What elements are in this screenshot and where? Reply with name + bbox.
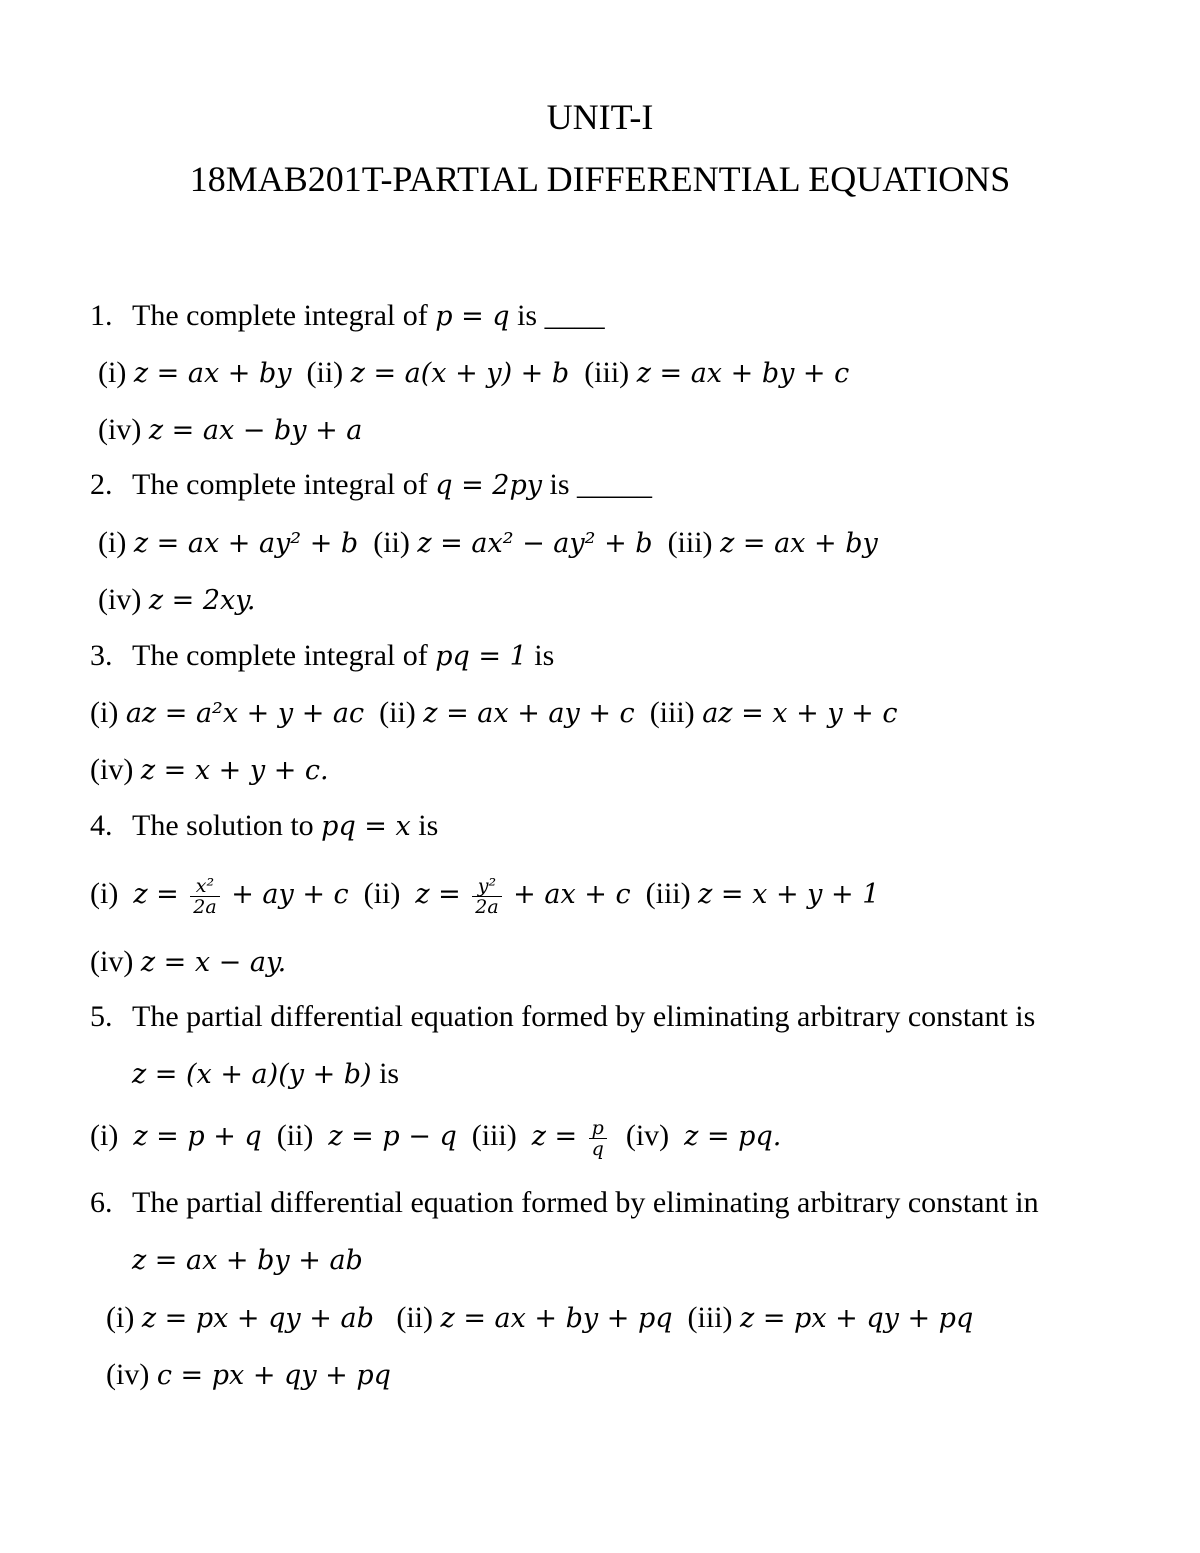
option-2: z = ax + ay + c (423, 698, 635, 729)
math-expression: pq = x (321, 811, 411, 842)
option-3: z = ax + by (720, 528, 878, 559)
option-3: z = x + y + 1 (698, 879, 880, 910)
question-2-options: (i) z = ax + ay² + b (ii) z = ax² − ay² + b (iii) z = ax + by (98, 526, 878, 559)
question-4-stem: 4. The solution to pq = x is (90, 806, 438, 847)
option-4: z = x + y + c. (140, 755, 329, 786)
question-4-option-4: (iv) z = x − ay. (90, 945, 287, 978)
question-3-options: (i) az = a²x + y + ac (ii) z = ax + ay + c (iii) az = x + y + c (90, 696, 898, 729)
question-number: 3. (90, 639, 113, 672)
option-2: z = a(x + y) + b (350, 358, 570, 389)
option-3: z = ax + by + c (636, 358, 850, 389)
option-2: z = ax + by + pq (440, 1303, 673, 1334)
option-2: z = ax² − ay² + b (417, 528, 653, 559)
unit-heading: UNIT-I (546, 97, 654, 137)
question-6-stem: 6. The partial differential equation formed by eliminating arbitrary constant in (90, 1183, 1039, 1223)
question-1-options: (i) z = ax + by (ii) z = a(x + y) + b (iii) z = ax + by + c (98, 356, 850, 389)
question-4-options: (i) z = $\frac{\text{x²}}{2a}$ + ay + c (ii) z = $\frac{\text{y²}}{2a}$ + ax + c (iii) z = x + y + 1 (90, 874, 880, 918)
question-6-stem-math (132, 1240, 363, 1281)
question-5-stem-math: z = (x + a)(y + b) is (132, 1057, 400, 1090)
question-5-options: (i) z = p + q (ii) z = p − q (iii) z = $\frac{p}{q}$ (iv) z = pq. (90, 1116, 782, 1160)
option-4: z = pq. (684, 1121, 782, 1152)
question-2-stem: 2. The complete integral of q = 2py is _____ (90, 465, 652, 506)
option-4: z = x − ay. (140, 947, 287, 978)
option-1: z = p + q (133, 1121, 262, 1152)
question-6-options: (i) z = px + qy + ab (ii) z = ax + by + pq (iii) z = px + qy + pq (106, 1301, 974, 1334)
option-4: c = px + qy + pq (156, 1360, 391, 1391)
option-1: z = px + qy + ab (141, 1303, 374, 1334)
question-1-stem: 1. The complete integral of p = q is ____ (90, 296, 605, 337)
question-number: 4. (90, 809, 113, 842)
question-number: 2. (90, 468, 113, 501)
fraction: $\frac{p}{q}$ (589, 1118, 607, 1159)
question-number: 1. (90, 299, 113, 332)
math-expression: q = 2py (435, 470, 543, 501)
question-6-option-4: (iv) c = px + qy + pq (106, 1358, 391, 1391)
option-2: z = p − q (328, 1121, 457, 1152)
math-expression: z = ax + by + ab (132, 1245, 363, 1276)
option-3: z = px + qy + pq (740, 1303, 974, 1334)
math-expression: z = (x + a)(y + b) (132, 1059, 372, 1090)
question-number: 6. (90, 1186, 113, 1219)
option-4: z = 2xy. (148, 585, 256, 616)
question-5-stem: 5. The partial differential equation formed by eliminating arbitrary constant is (90, 997, 1035, 1037)
fraction: $\frac{\text{y²}}{2a}$ (472, 876, 501, 917)
question-2-option-4: (iv) z = 2xy. (98, 583, 256, 616)
course-title: 18MAB201T-PARTIAL DIFFERENTIAL EQUATIONS (189, 159, 1011, 199)
option-1: z = ax + by (133, 358, 292, 389)
option-3: az = x + y + c (702, 698, 898, 729)
option-1: z = ax + ay² + b (133, 528, 359, 559)
question-number: 5. (90, 1000, 113, 1033)
math-expression: p = q (435, 301, 510, 332)
option-1: az = a²x + y + ac (125, 698, 365, 729)
math-expression: pq = 1 (435, 641, 527, 672)
question-3-stem: 3. The complete integral of pq = 1 is (90, 636, 554, 677)
fraction: $\frac{\text{x²}}{2a}$ (190, 876, 219, 917)
option-4: z = ax − by + a (148, 415, 363, 446)
question-3-option-4: (iv) z = x + y + c. (90, 753, 329, 786)
question-1-option-4: (iv) z = ax − by + a (98, 413, 363, 446)
